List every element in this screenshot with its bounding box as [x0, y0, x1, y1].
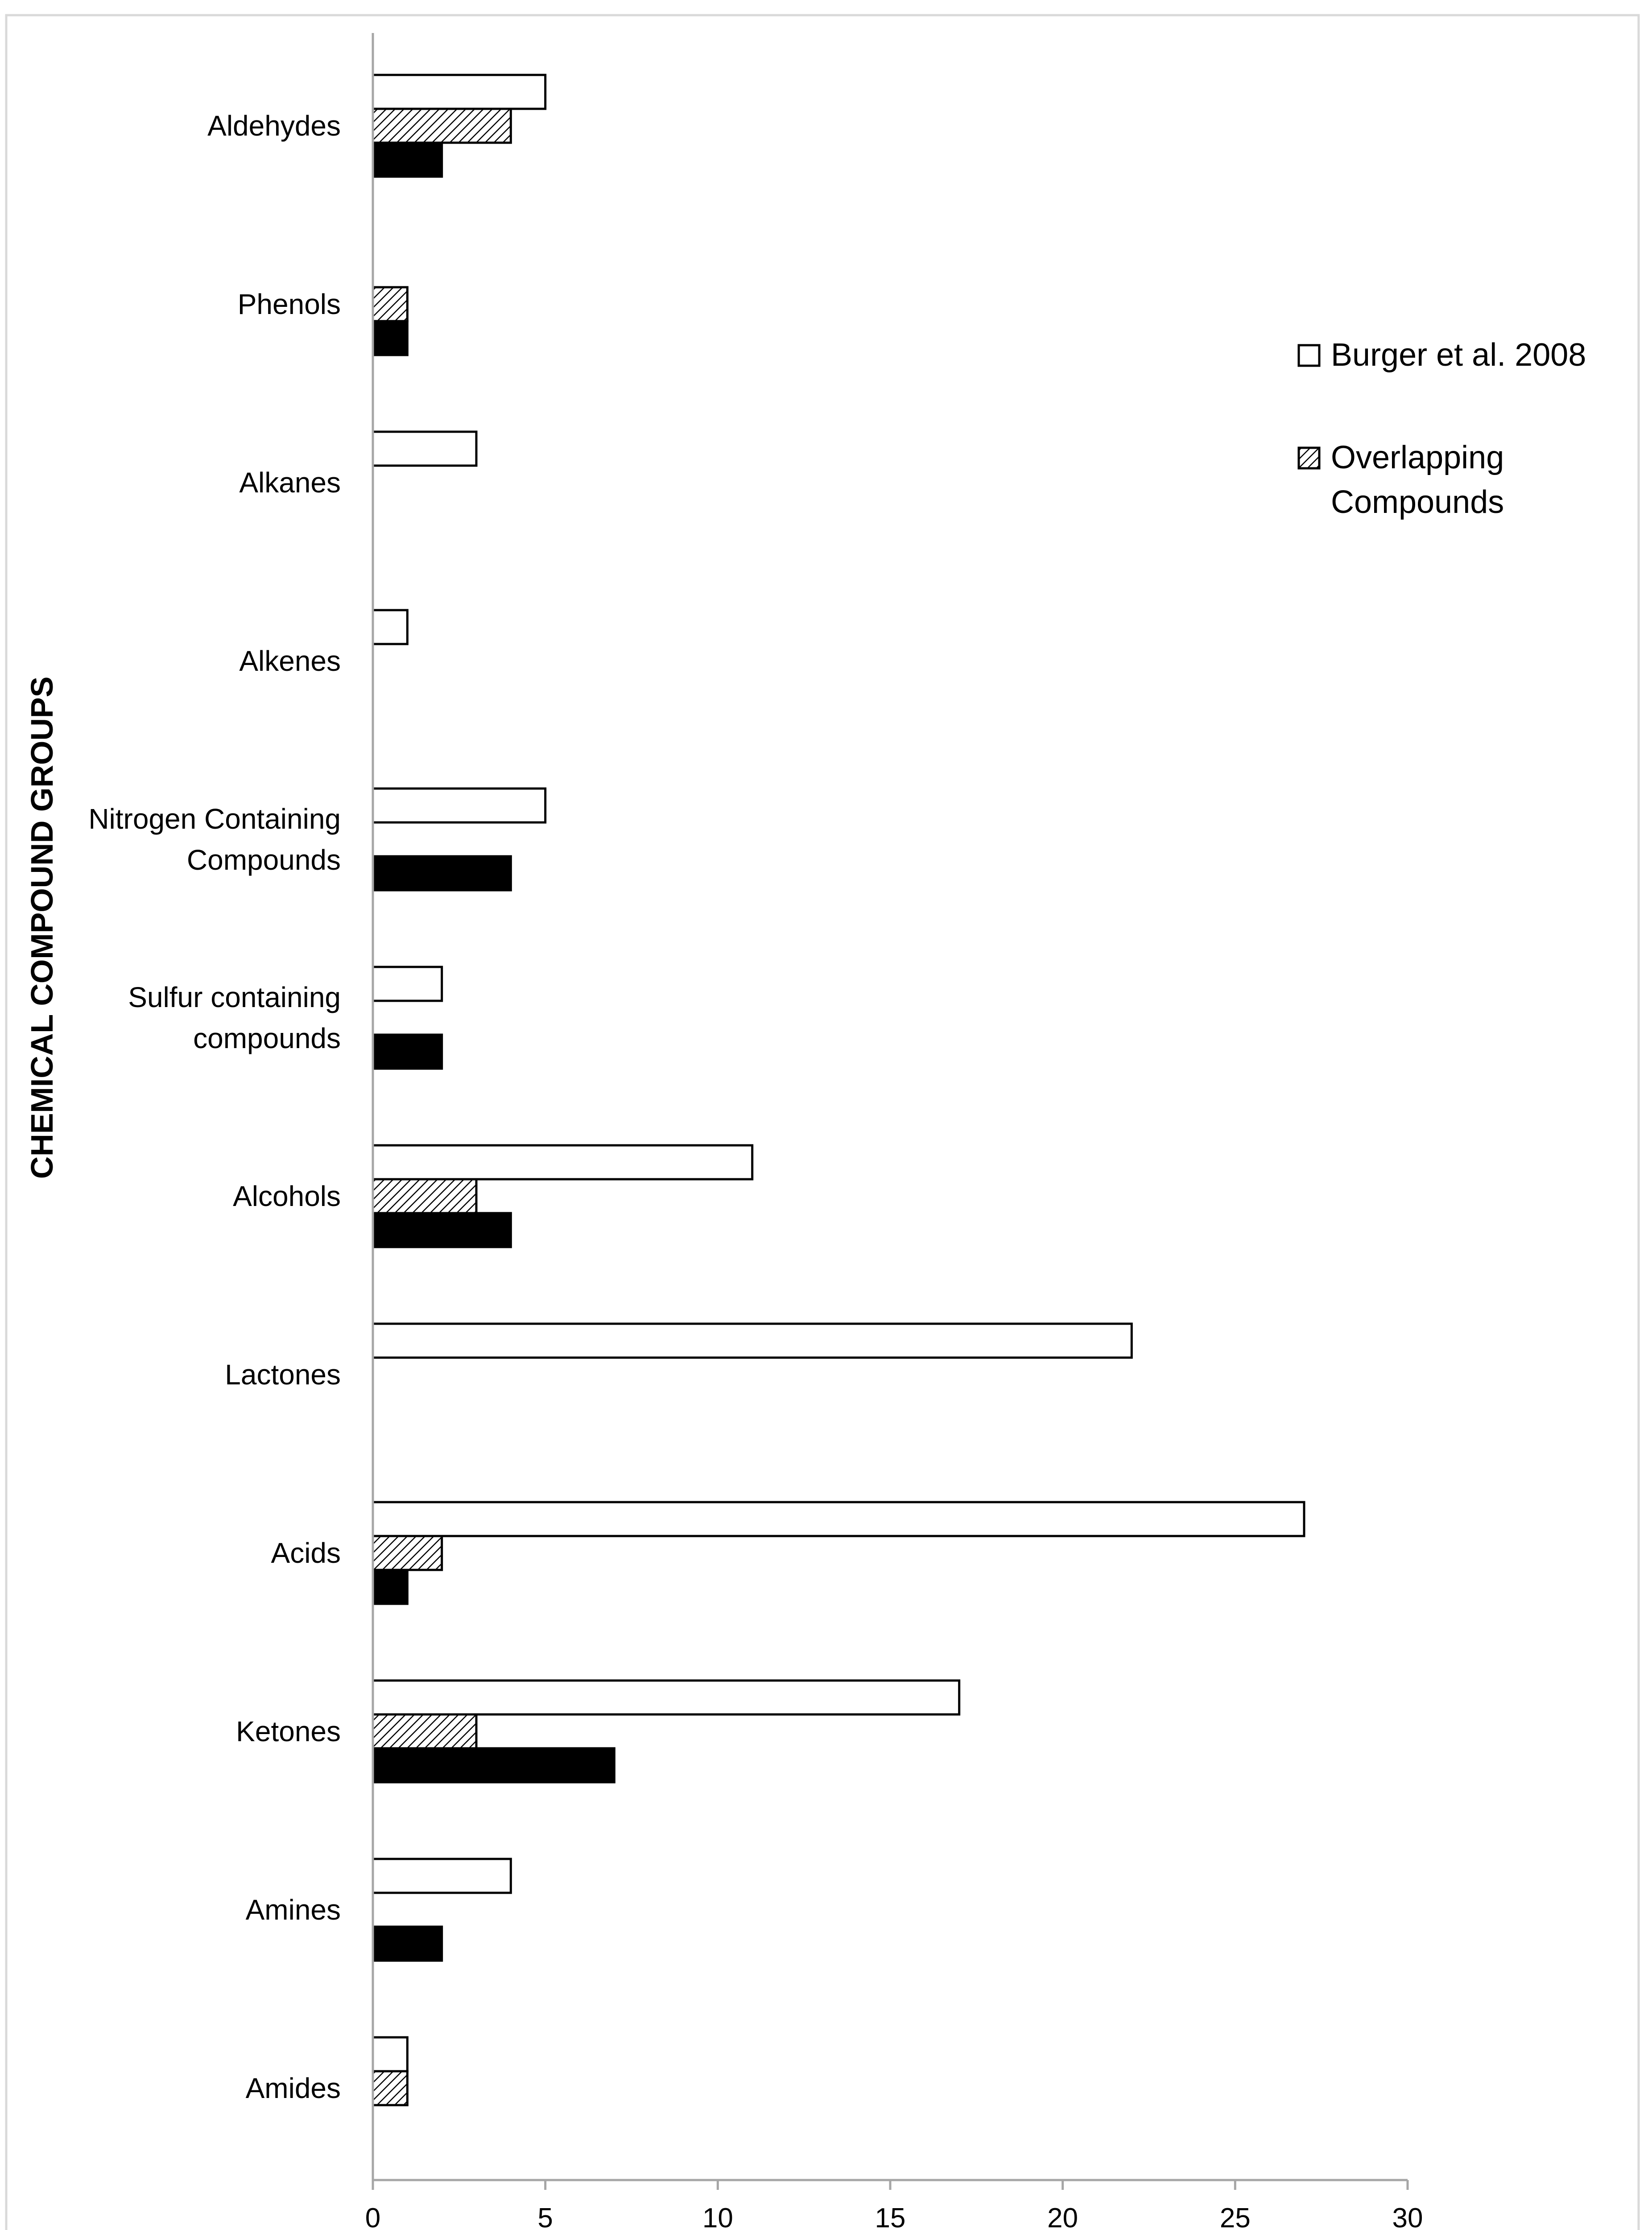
category-label: Ketones: [236, 1715, 341, 1747]
bar-hatched-9: [373, 1714, 476, 1748]
bar-black-1: [373, 321, 407, 355]
bar-black-5: [373, 1035, 442, 1069]
bar-hatched-8: [373, 1536, 442, 1570]
bar-hatched-1: [373, 287, 407, 321]
bar-black-10: [373, 1927, 442, 1961]
bar-white-4: [373, 789, 545, 822]
category-label: Acids: [271, 1537, 341, 1569]
bar-white-6: [373, 1145, 752, 1179]
category-label: Aldehydes: [207, 110, 341, 142]
bar-white-3: [373, 610, 407, 644]
x-tick-label: 25: [1219, 2203, 1251, 2230]
bar-white-7: [373, 1324, 1132, 1358]
category-label: Phenols: [237, 288, 341, 320]
legend-label: Overlapping Compounds: [1331, 440, 1504, 520]
category-label: Alkanes: [239, 467, 341, 499]
x-tick-label: 30: [1392, 2203, 1423, 2230]
bar-hatched-11: [373, 2071, 407, 2105]
bar-white-11: [373, 2037, 407, 2071]
bar-white-2: [373, 432, 476, 466]
bar-black-8: [373, 1570, 407, 1604]
bar-white-5: [373, 967, 442, 1001]
x-tick-label: 10: [702, 2203, 733, 2230]
legend-label: Burger et al. 2008: [1331, 337, 1586, 373]
legend-swatch-white: [1299, 345, 1319, 366]
legend-swatch-hatched: [1299, 448, 1319, 468]
bar-white-10: [373, 1859, 511, 1893]
category-label: Alkenes: [239, 645, 341, 677]
bar-white-8: [373, 1502, 1304, 1536]
category-label: Amides: [245, 2072, 341, 2104]
category-label: Alcohols: [233, 1180, 341, 1212]
category-label: Sulfur containing compounds: [128, 981, 341, 1054]
x-tick-label: 0: [365, 2203, 381, 2230]
bar-black-9: [373, 1748, 614, 1782]
bar-black-0: [373, 143, 442, 177]
bar-black-4: [373, 856, 511, 890]
bar-hatched-0: [373, 109, 511, 143]
x-tick-label: 15: [875, 2203, 906, 2230]
bar-white-0: [373, 75, 545, 109]
category-label: Lactones: [225, 1359, 341, 1391]
category-label: Nitrogen Containing Compounds: [88, 803, 341, 876]
bar-white-9: [373, 1681, 959, 1714]
x-tick-label: 20: [1047, 2203, 1078, 2230]
x-tick-label: 5: [537, 2203, 553, 2230]
y-axis-title: CHEMICAL COMPOUND GROUPS: [25, 676, 59, 1179]
category-label: Amines: [245, 1894, 341, 1926]
bar-black-6: [373, 1213, 511, 1247]
bar-hatched-6: [373, 1179, 476, 1213]
